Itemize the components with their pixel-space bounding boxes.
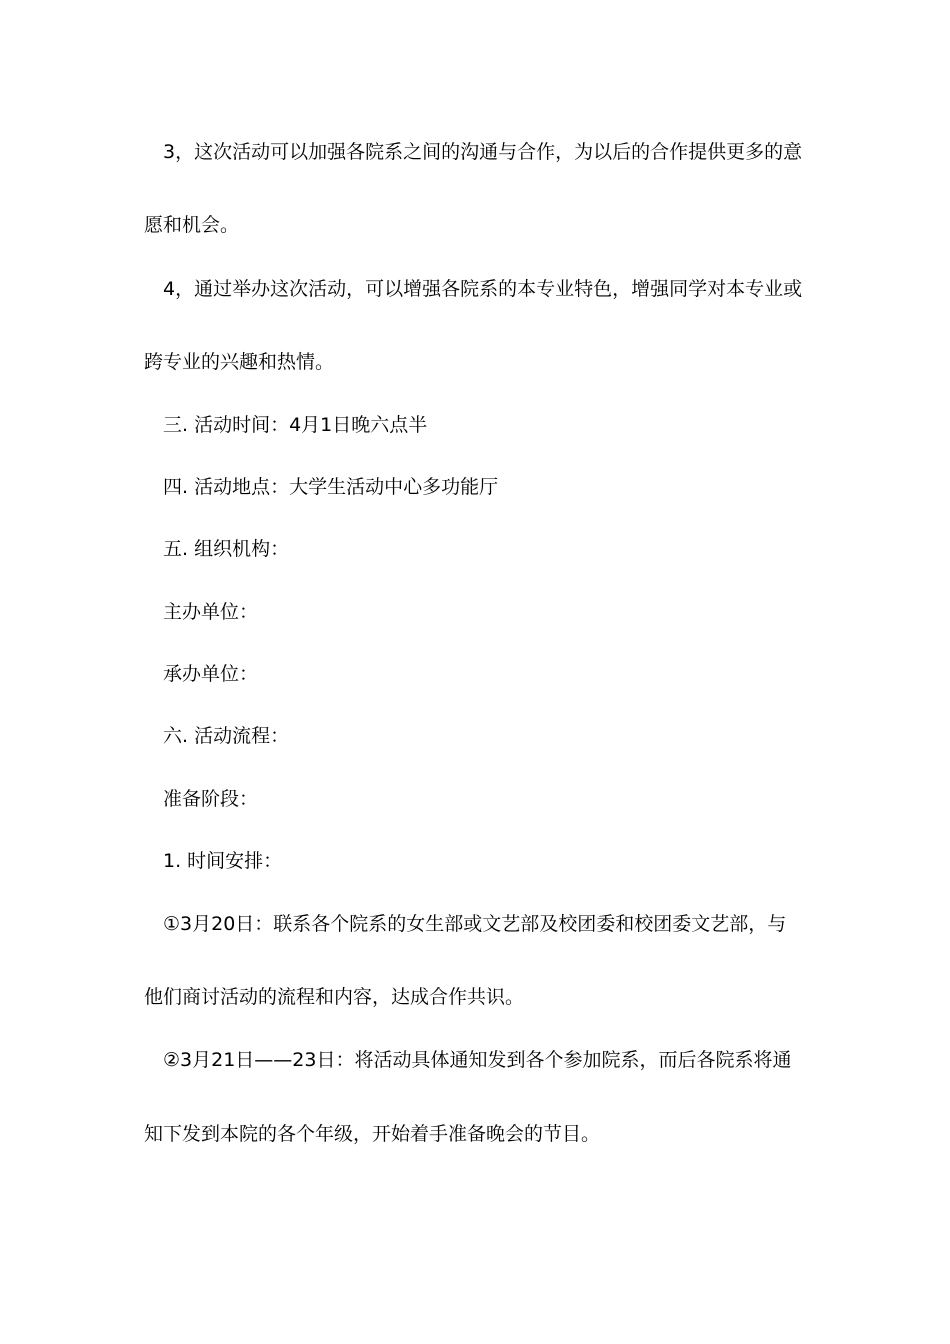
paragraph-point-3-line-2: 愿和机会。	[144, 214, 240, 236]
schedule-heading: 1. 时间安排：	[163, 850, 283, 872]
organization-heading: 五. 组织机构：	[163, 538, 290, 560]
paragraph-point-4-line-2: 跨专业的兴趣和热情。	[144, 351, 335, 373]
paragraph-point-4-line-1: 4，通过举办这次活动，可以增强各院系的本专业特色，增强同学对本专业或	[163, 278, 803, 300]
activity-time: 三. 活动时间：4月1日晚六点半	[163, 414, 428, 436]
preparation-stage: 准备阶段：	[163, 788, 259, 810]
paragraph-point-3-line-1: 3，这次活动可以加强各院系之间的沟通与合作，为以后的合作提供更多的意	[163, 141, 803, 163]
schedule-item-2-line-1: ②3月21日——23日：将活动具体通知发到各个参加院系，而后各院系将通	[163, 1049, 792, 1071]
schedule-item-1-line-2: 他们商讨活动的流程和内容，达成合作共识。	[144, 986, 525, 1008]
activity-flow-heading: 六. 活动流程：	[163, 725, 290, 747]
organizer-unit: 承办单位：	[163, 663, 259, 685]
activity-place: 四. 活动地点：大学生活动中心多功能厅	[163, 476, 499, 498]
schedule-item-1-line-1: ①3月20日：联系各个院系的女生部或文艺部及校团委和校团委文艺部，与	[163, 913, 787, 935]
host-unit: 主办单位：	[163, 601, 259, 623]
schedule-item-2-line-2: 知下发到本院的各个年级，开始着手准备晚会的节目。	[144, 1123, 601, 1145]
